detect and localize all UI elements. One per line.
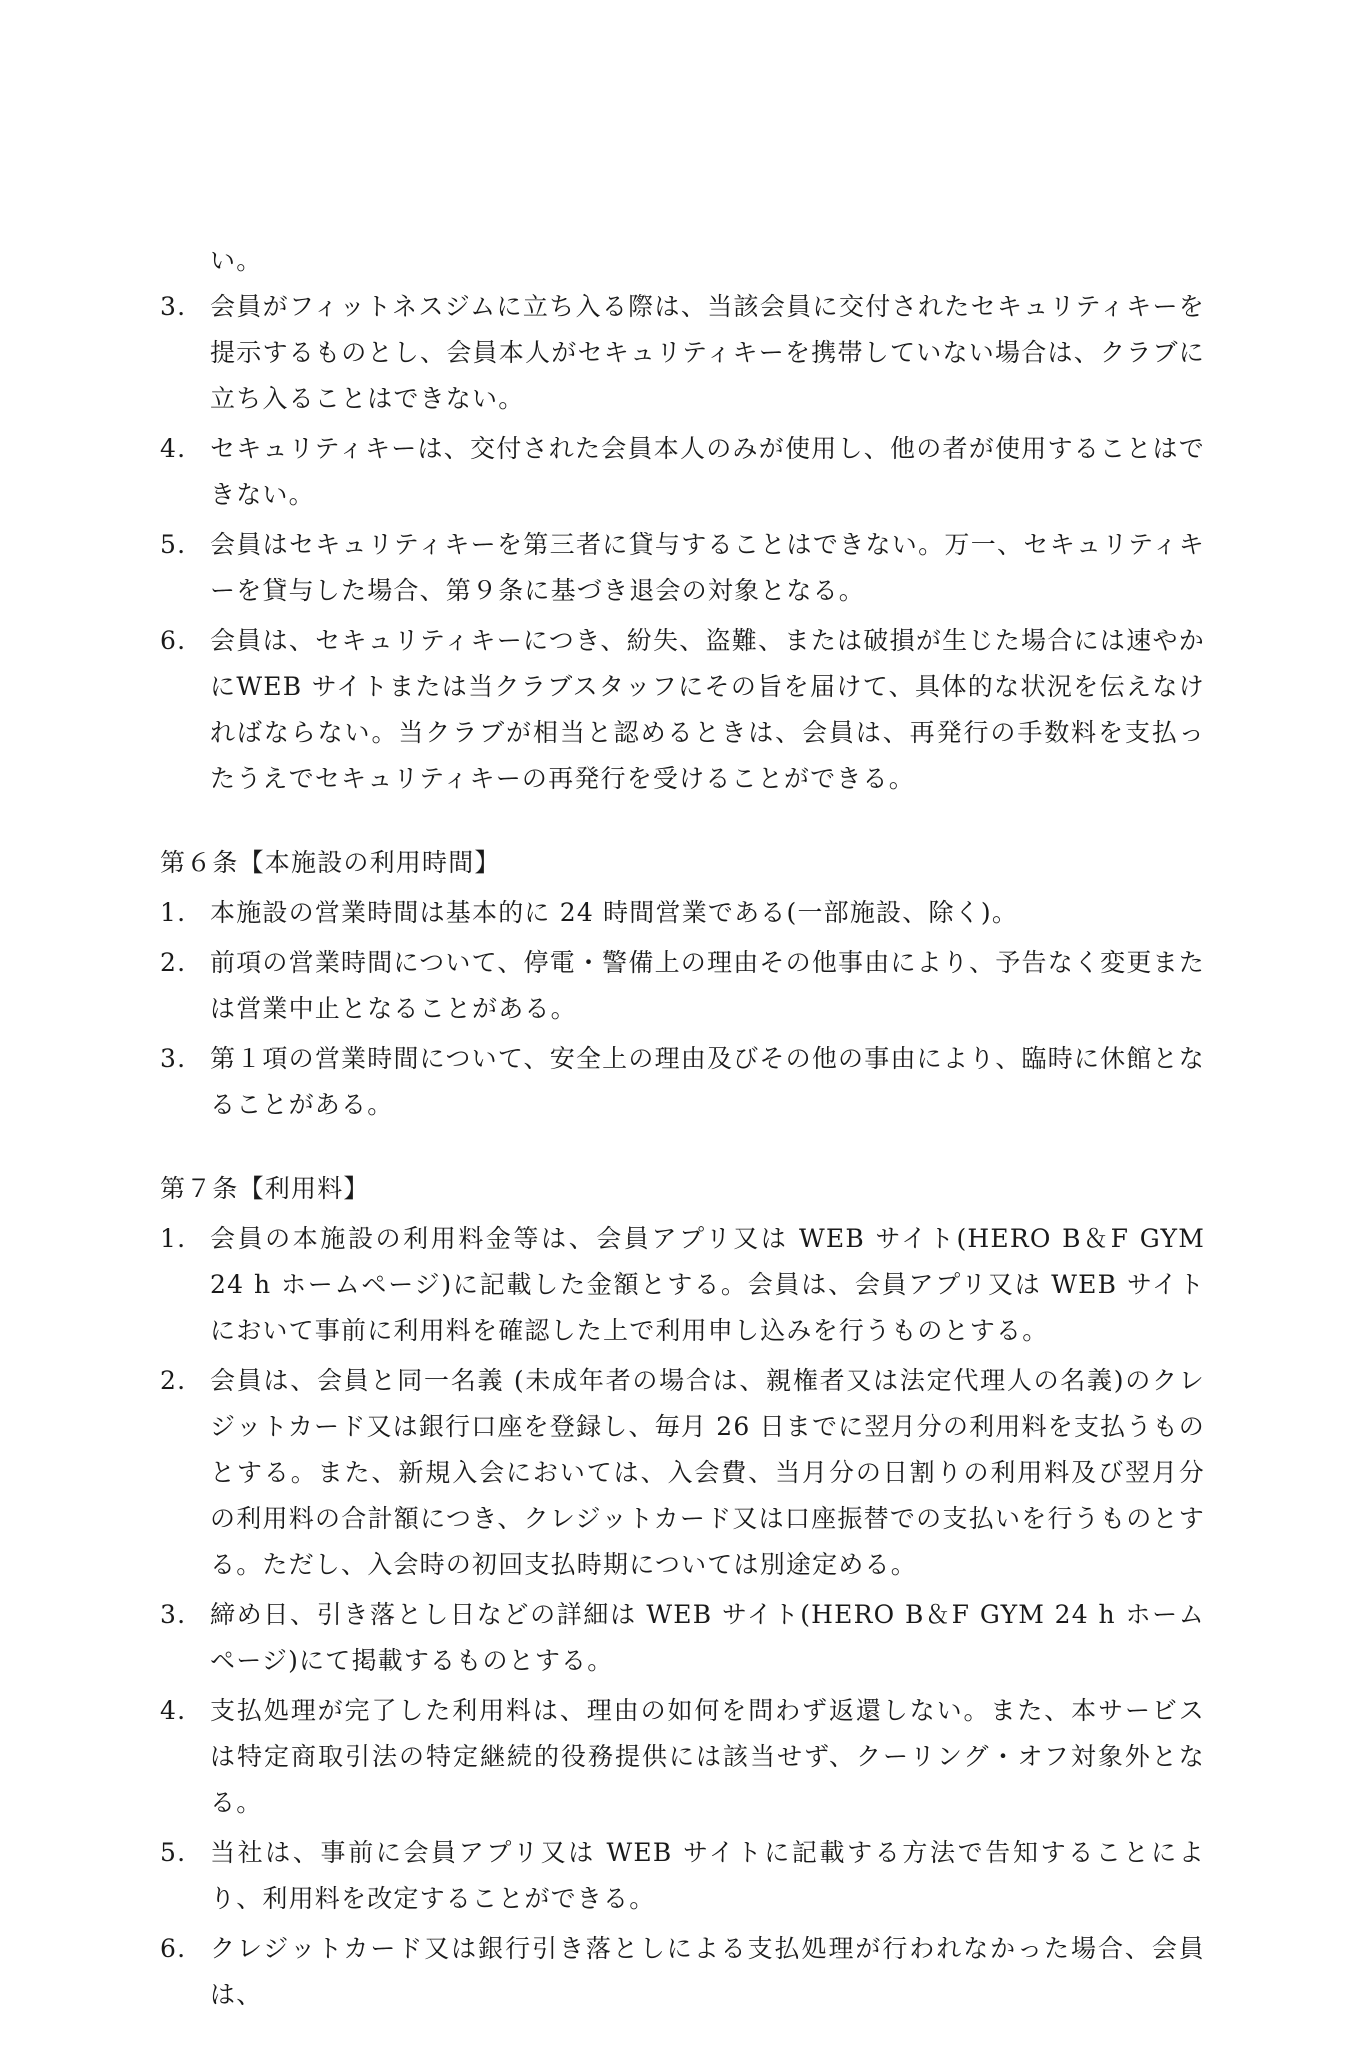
item-text: 当社は、事前に会員アプリ又は WEB サイトに記載する方法で告知することにより、利用料を改定することができる。 (210, 1838, 1205, 1913)
list-item (160, 426, 1205, 518)
item-number: 1. (160, 898, 187, 927)
section6-list (160, 890, 1205, 1128)
item-text: 会員の本施設の利用料金等は、会員アプリ又は WEB サイト(HERO B＆F GYM 24 h ホームページ)に記載した金額とする。会員は、会員アプリ又は WEB サイトにおいて事前に利用料を確認した上で利用申し込みを行うものとする。 (210, 1224, 1205, 1345)
item-number: 5. (160, 530, 187, 559)
item-text: 支払処理が完了した利用料は、理由の如何を問わず返還しない。また、本サービスは特定商取引法の特定継続的役務提供には該当せず、クーリング・オフ対象外となる。 (210, 1696, 1205, 1817)
list-item (160, 890, 1205, 936)
section5-list (160, 284, 1205, 802)
section6-heading: 第６条【本施設の利用時間】 (160, 848, 501, 877)
item-number: 2. (160, 1366, 187, 1395)
item-number: 2. (160, 948, 187, 977)
item-number: 6. (160, 626, 187, 655)
item-number: 3. (160, 292, 187, 321)
list-item (160, 1926, 1205, 2018)
section7-list (160, 1216, 1205, 2018)
list-item (160, 1358, 1205, 1588)
item-text: 前項の営業時間について、停電・警備上の理由その他事由により、予告なく変更または営業中止となることがある。 (210, 948, 1205, 1023)
item-number: 3. (160, 1600, 187, 1629)
document-body (160, 238, 1205, 2022)
item-text: 第１項の営業時間について、安全上の理由及びその他の事由により、臨時に休館となることがある。 (210, 1044, 1205, 1119)
item-number: 5. (160, 1838, 187, 1867)
item-number: 3. (160, 1044, 187, 1073)
item-text: 会員がフィットネスジムに立ち入る際は、当該会員に交付されたセキュリティキーを提示するものとし、会員本人がセキュリティキーを携帯していない場合は、クラブに立ち入ることはできない。 (210, 292, 1205, 413)
section7-heading: 第７条【利用料】 (160, 1174, 370, 1203)
list-item (160, 1592, 1205, 1684)
list-item (160, 940, 1205, 1032)
item-text: 締め日、引き落とし日などの詳細は WEB サイト(HERO B＆F GYM 24 h ホームページ)にて掲載するものとする。 (210, 1600, 1205, 1675)
item-number: 4. (160, 434, 187, 463)
item-number: 4. (160, 1696, 187, 1725)
item-number: 6. (160, 1934, 187, 1963)
item-number: 1. (160, 1224, 187, 1253)
item-text: 会員は、会員と同一名義 (未成年者の場合は、親権者又は法定代理人の名義)のクレジットカード又は銀行口座を登録し、毎月 26 日までに翌月分の利用料を支払うものとする。また、新規入会においては、入会費、当月分の日割りの利用料及び翌月分の利用料の合計額につき、クレジットカード又は口座振替での支払いを行うものとする。ただし、入会時の初回支払時期については別途定める。 (210, 1366, 1205, 1579)
list-item (160, 1830, 1205, 1922)
item-text: 会員はセキュリティキーを第三者に貸与することはできない。万一、セキュリティキーを貸与した場合、第９条に基づき退会の対象となる。 (210, 530, 1205, 605)
continuation-text: い。 (210, 246, 263, 275)
list-item (160, 1216, 1205, 1354)
list-item (160, 284, 1205, 422)
item-text: クレジットカード又は銀行引き落としによる支払処理が行われなかった場合、会員は、 (210, 1934, 1205, 2009)
list-item (160, 522, 1205, 614)
item-text: 会員は、セキュリティキーにつき、紛失、盗難、または破損が生じた場合には速やかにWEB サイトまたは当クラブスタッフにその旨を届けて、具体的な状況を伝えなければならない。当クラブが相当と認めるときは、会員は、再発行の手数料を支払ったうえでセキュリティキーの再発行を受けることができる。 (210, 626, 1205, 793)
list-item (160, 618, 1205, 802)
item-text: セキュリティキーは、交付された会員本人のみが使用し、他の者が使用することはできない。 (210, 434, 1205, 509)
list-item (160, 1036, 1205, 1128)
list-item (160, 1688, 1205, 1826)
item-text: 本施設の営業時間は基本的に 24 時間営業である(一部施設、除く)。 (210, 898, 1019, 927)
